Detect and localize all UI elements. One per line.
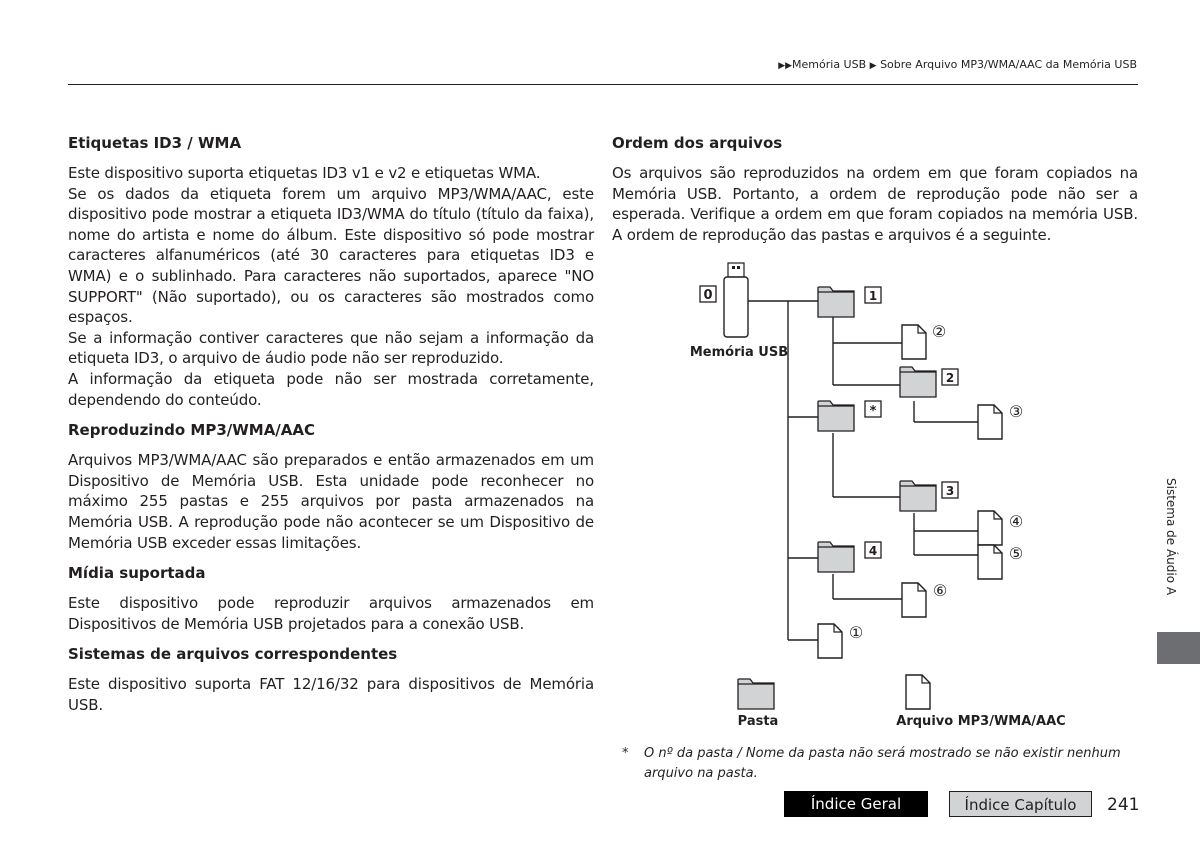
paragraph: Arquivos MP3/WMA/AAC são preparados e então armazenados em um Dispositivo de Memória USB. Esta unidade pode reconhecer no máximo 255 pastas e 255 arquivos por pasta armazenados na Memória USB. A reprodução pode não acontecer se um Dispositivo de Memória USB exceder essas limitações. [68,451,594,552]
folder-number: * [869,404,877,419]
root-label-box [700,286,716,303]
arrow-icon: ▶ [869,61,877,71]
footnote-marker: * [622,746,629,761]
file-icon [978,511,1002,545]
breadcrumb-item-current: Sobre Arquivo MP3/WMA/AAC da Memória USB [880,58,1137,71]
chapter-index-button[interactable]: Índice Capítulo [949,791,1092,817]
file-icon [818,624,842,658]
breadcrumb-item-usb[interactable]: Memória USB [792,58,867,71]
double-arrow-icon: ▶▶ [778,61,793,71]
legend-folder-label: Pasta [737,714,779,729]
section-title-id3: Etiquetas ID3 / WMA [68,134,242,152]
file-icon [902,583,926,617]
section-title-file-order: Ordem dos arquivos [612,134,783,152]
legend-file-icon [906,675,930,709]
paragraph: Este dispositivo pode reproduzir arquivos armazenados em Dispositivos de Memória USB projetados para a conexão USB. [68,594,594,633]
general-index-button[interactable]: Índice Geral [784,791,928,817]
legend-file-label: Arquivo MP3/WMA/AAC [896,714,1066,729]
file-icon [902,325,926,359]
folder-icon [818,287,854,317]
file-icon [978,545,1002,579]
file-icon [978,405,1002,439]
folder-number: 1 [868,289,878,303]
paragraph: Se a informação contiver caracteres que não sejam a informação da etiqueta ID3, o arquivo de áudio pode não ser reproduzido. [68,328,594,368]
folder-icon [900,481,936,511]
file-number: ④ [1008,512,1024,531]
folder-icon [818,542,854,572]
chapter-side-title: Sistema de Áudio A [1164,478,1178,596]
footnote-text: O nº da pasta / Nome da pasta não será mostrado se não existir nenhum arquivo na pasta. [644,746,1121,781]
folder-icon [900,367,936,397]
root-number: 0 [703,288,713,303]
file-number: ② [931,322,947,341]
file-number: ⑥ [932,581,948,600]
folder-number: 4 [868,544,878,558]
folder-number: 3 [945,484,955,498]
file-order-diagram [660,255,1090,735]
section-title-filesystems: Sistemas de arquivos correspondentes [68,645,398,664]
breadcrumb [778,58,1137,71]
right-column [612,133,1138,253]
paragraph: Se os dados da etiqueta forem um arquivo MP3/WMA/AAC, este dispositivo pode mostrar a etiqueta ID3/WMA do título (título da faixa), nome do artista e nome do álbum. Este dispositivo só pode mostrar caracteres alfanuméricos (até 30 caracteres para etiquetas ID3 e WMA) e o sublinhado. Para caracteres não suportados, aparece "NO SUPPORT" (Não suportado), ou os caracteres são mostrados como espaços. [68,184,594,327]
legend-folder-icon [738,679,774,709]
section-title-playback: Reproduzindo MP3/WMA/AAC [68,421,316,440]
header-divider [68,84,1138,85]
paragraph: Este dispositivo suporta etiquetas ID3 v1 e v2 e etiquetas WMA. [68,164,541,182]
file-number: ⑤ [1008,544,1024,563]
file-number: ① [848,623,864,642]
usb-stick-icon [724,263,748,337]
folder-number: 2 [945,371,955,385]
folder-icon [818,401,854,431]
paragraph: A informação da etiqueta pode não ser mostrada corretamente, dependendo do conteúdo. [68,369,594,409]
paragraph: Este dispositivo suporta FAT 12/16/32 para dispositivos de Memória USB. [68,675,594,714]
file-number: ③ [1008,402,1024,421]
page-number: 241 [1107,795,1140,815]
paragraph: Os arquivos são reproduzidos na ordem em que foram copiados na Memória USB. Portanto, a ordem de reprodução pode não ser a esperada. Verifique a ordem em que foram copiados na memória USB. A ordem de reprodução das pastas e arquivos é a seguinte. [612,164,1138,244]
section-title-media: Mídia suportada [68,564,206,583]
usb-label: Memória USB [689,345,789,360]
footnote [622,744,1142,784]
left-column [68,133,594,725]
chapter-tab[interactable] [1157,632,1200,664]
